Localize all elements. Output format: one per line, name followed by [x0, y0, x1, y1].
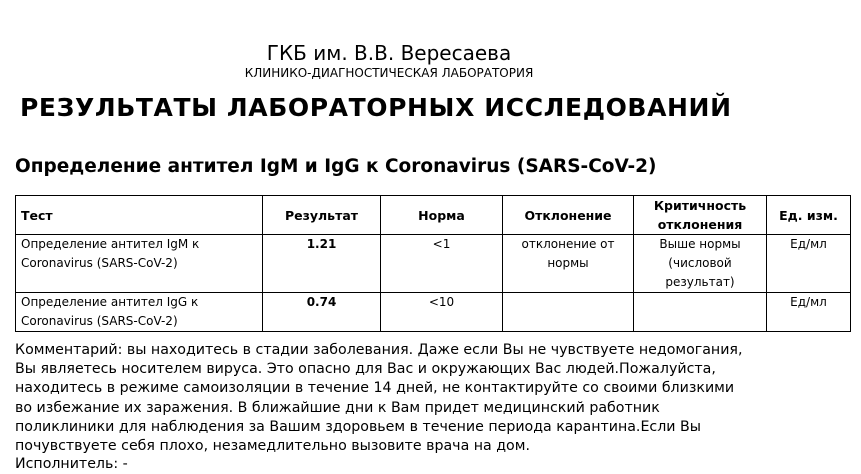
cell-criticality: Выше нормы (числовой результат)	[634, 235, 767, 293]
executor-line: Исполнитель: -	[15, 456, 128, 472]
cell-result: 1.21	[263, 235, 381, 293]
laboratory-name: КЛИНИКО-ДИАГНОСТИЧЕСКАЯ ЛАБОРАТОРИЯ	[244, 66, 534, 80]
cell-criticality	[634, 293, 767, 332]
comment-line: Вы являетесь носителем вируса. Это опасно для Вас и окружающих Вас людей.Пожалуйста,	[15, 361, 716, 378]
comment-text	[15, 341, 775, 456]
cell-norm: <1	[381, 235, 503, 293]
table-row	[16, 235, 851, 293]
header-unit: Ед. изм.	[767, 196, 851, 235]
table-row	[16, 293, 851, 332]
header-criticality: Критичность отклонения	[634, 196, 767, 235]
comment-line: во избежание их заражения. В ближайшие дни к Вам придет медицинский работник	[15, 399, 660, 416]
header-test: Тест	[16, 196, 263, 235]
table-header-row	[16, 196, 851, 235]
cell-norm: <10	[381, 293, 503, 332]
cell-test: Определение антител IgG к Coronavirus (SARS-CoV-2)	[16, 293, 263, 332]
section-title: Определение антител IgM и IgG к Coronavirus (SARS-CoV-2)	[15, 156, 657, 177]
header-norm: Норма	[381, 196, 503, 235]
results-table	[15, 195, 851, 332]
cell-test: Определение антител IgM к Coronavirus (SARS-CoV-2)	[16, 235, 263, 293]
comment-line: Комментарий: вы находитесь в стадии заболевания. Даже если Вы не чувствуете недомогания,	[15, 342, 743, 358]
cell-unit: Ед/мл	[767, 293, 851, 332]
hospital-name: ГКБ им. В.В. Вересаева	[266, 41, 512, 65]
cell-result: 0.74	[263, 293, 381, 332]
report-title: РЕЗУЛЬТАТЫ ЛАБОРАТОРНЫХ ИССЛЕДОВАНИЙ	[20, 93, 732, 122]
cell-unit: Ед/мл	[767, 235, 851, 293]
header-deviation: Отклонение	[503, 196, 634, 235]
header-result: Результат	[263, 196, 381, 235]
comment-line: почувствуете себя плохо, незамедлительно вызовите врача на дом.	[15, 438, 530, 455]
comment-line: находитесь в режиме самоизоляции в течение 14 дней, не контактируйте со своими близкими	[15, 380, 735, 397]
cell-deviation	[503, 293, 634, 332]
cell-deviation: отклонение от нормы	[503, 235, 634, 293]
comment-line: поликлиники для наблюдения за Вашим здоровьем в течение периода карантина.Если Вы	[15, 418, 701, 435]
